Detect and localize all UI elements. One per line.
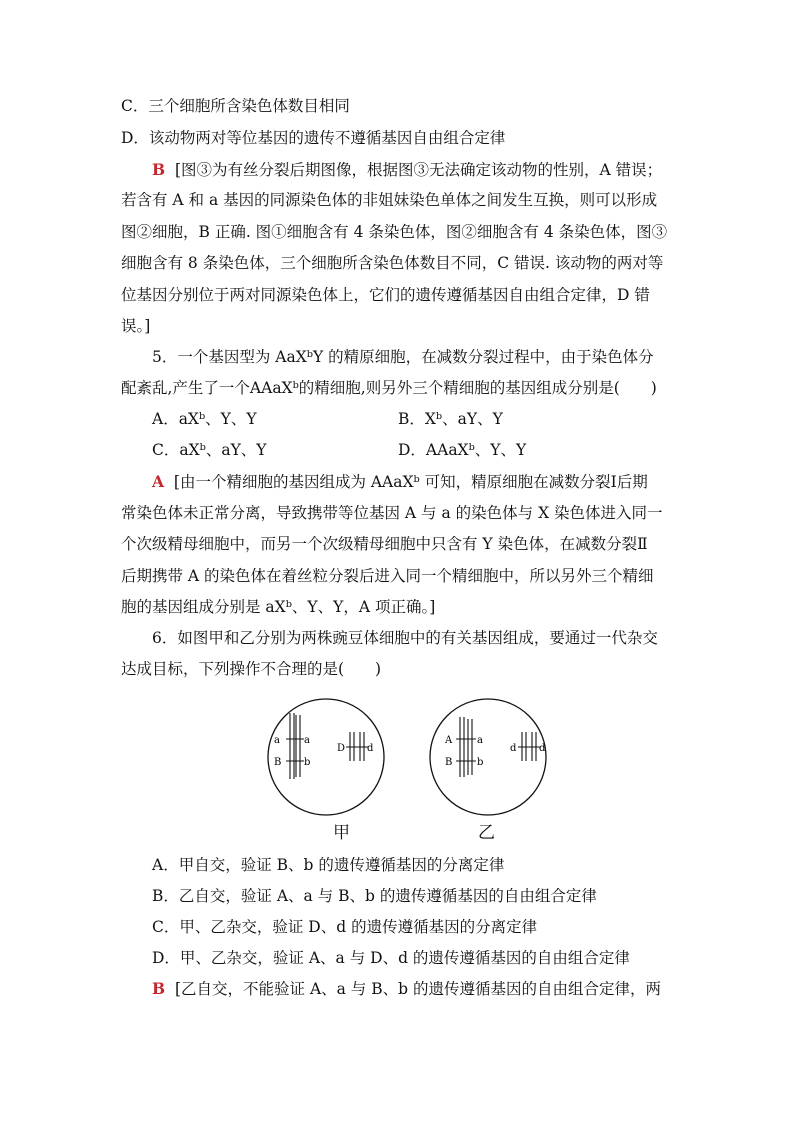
question-5-option-c: C．aXᵇ、aY、Y	[152, 441, 267, 459]
explanation-prev-line1: B [图③为有丝分裂后期图像，根据图③无法确定该动物的性别，A 错误；	[152, 160, 663, 179]
question-5-option-a: A．aXᵇ、Y、Y	[152, 410, 257, 428]
question-6-option-b: B．乙自交，验证 A、a 与 B、b 的遗传遵循基因的自由组合定律	[152, 887, 597, 905]
gene-label: d	[367, 743, 374, 754]
option-c-prev: C．三个细胞所含染色体数目相同	[121, 97, 350, 115]
explanation-prev-line4: 细胞含有 8 条染色体，三个细胞所含染色体数目不同，C 错误. 该动物的两对等	[121, 254, 664, 272]
answer-letter-prev: B	[152, 160, 166, 179]
cell-yi	[430, 699, 546, 815]
gene-label: d	[539, 743, 546, 754]
question-6-option-c: C．甲、乙杂交，验证 D、d 的遗传遵循基因的分离定律	[152, 918, 538, 936]
gene-label: d	[510, 743, 517, 754]
question-5-stem-line2: 配紊乱,产生了一个AAaXᵇ的精细胞,则另外三个精细胞的基因组成分别是( )	[121, 379, 657, 397]
figure-label-jia: 甲	[333, 823, 350, 843]
question-6-option-a: A．甲自交，验证 B、b 的遗传遵循基因的分离定律	[152, 856, 505, 874]
gene-label: B	[445, 757, 453, 768]
question-5-stem-line1: 5．一个基因型为 AaXᵇY 的精原细胞，在减数分裂过程中，由于染色体分	[152, 348, 654, 366]
explanation-prev-line2: 若含有 A 和 a 基因的同源染色体的非姐妹染色单体之间发生互换，则可以形成	[121, 191, 658, 209]
explanation-prev-line3: 图②细胞，B 正确. 图①细胞含有 4 条染色体，图②细胞含有 4 条染色体，图③	[121, 223, 668, 241]
gene-label: a	[477, 735, 483, 746]
question-6-stem-line1: 6．如图甲和乙分别为两株豌豆体细胞中的有关基因组成，要通过一代杂交	[152, 629, 658, 647]
answer-letter-q5: A	[152, 472, 165, 491]
gene-label: b	[477, 757, 484, 768]
answer-letter-q6: B	[152, 979, 166, 998]
explanation-prev-line5: 位基因分别位于两对同源染色体上，它们的遗传遵循基因自由组合定律，D 错	[121, 286, 650, 304]
option-d-prev: D．该动物两对等位基因的遗传不遵循基因自由组合定律	[121, 129, 506, 147]
question-5-explanation-line1: A [由一个精细胞的基因组成为 AAaXᵇ 可知，精原细胞在减数分裂Ⅰ后期	[152, 472, 648, 491]
cell-diagram	[262, 697, 552, 847]
gene-label: a	[304, 735, 310, 746]
gene-label: A	[445, 735, 453, 746]
question-5-explanation-line2: 常染色体未正常分离，导致携带等位基因 A 与 a 的染色体与 X 染色体进入同一	[121, 504, 663, 522]
question-5-option-d: D．AAaXᵇ、Y、Y	[398, 441, 527, 459]
figure-label-yi: 乙	[478, 823, 495, 843]
question-6-option-d: D．甲、乙杂交，验证 A、a 与 D、d 的遗传遵循基因的自由组合定律	[152, 949, 630, 967]
cell-jia	[268, 699, 384, 815]
gene-label: D	[337, 743, 346, 754]
explanation-prev-line6: 误。]	[121, 317, 151, 335]
gene-label: B	[274, 757, 282, 768]
question-5-option-b: B．Xᵇ、aY、Y	[398, 410, 503, 428]
gene-label: b	[304, 757, 311, 768]
question-5-explanation-line3: 个次级精母细胞中，而另一个次级精母细胞中只含有 Y 染色体，在减数分裂Ⅱ	[121, 535, 648, 553]
gene-label: a	[274, 735, 280, 746]
question-6-stem-line2: 达成目标，下列操作不合理的是( )	[121, 660, 382, 678]
question-5-explanation-line5: 胞的基因组成分别是 aXᵇ、Y、Y，A 项正确。]	[121, 598, 436, 616]
question-5-explanation-line4: 后期携带 A 的染色体在着丝粒分裂后进入同一个精细胞中，所以另外三个精细	[121, 567, 654, 585]
question-6-explanation-line1: B [乙自交，不能验证 A、a 与 B、b 的遗传遵循基因的自由组合定律，两	[152, 979, 661, 998]
